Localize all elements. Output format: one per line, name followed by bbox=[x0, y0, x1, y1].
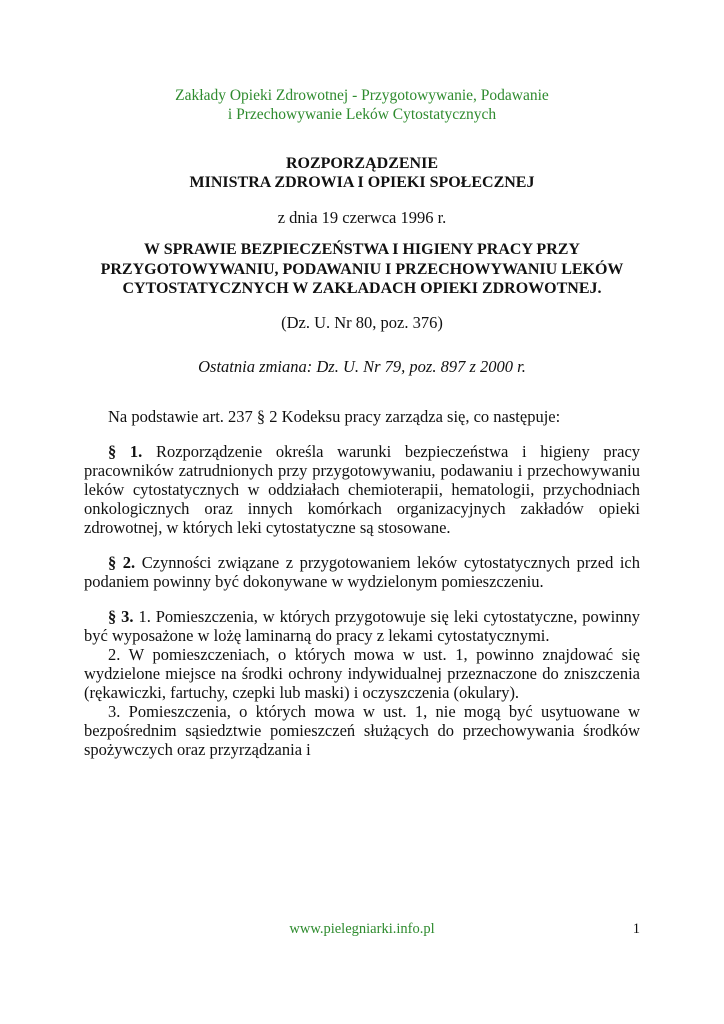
doc-subject: W SPRAWIE BEZPIECZEŃSTWA I HIGIENY PRACY PRZY PRZYGOTOWYWANIU, PODAWANIU I PRZECHOWYWANIU LEKÓW CYTOSTATYCZNYCH W ZAKŁADACH OPIEKI ZDROWOTNEJ. bbox=[100, 241, 624, 297]
page-header bbox=[0, 86, 724, 124]
section-2-sign: § 2. bbox=[108, 552, 136, 572]
doc-title-2: MINISTRA ZDROWIA I OPIEKI SPOŁECZNEJ bbox=[189, 174, 535, 191]
doc-journal-ref: (Dz. U. Nr 80, poz. 376) bbox=[281, 312, 443, 332]
header-line-2: i Przechowywanie Leków Cytostatycznych bbox=[227, 106, 497, 123]
section-3-para-3: 3. Pomieszczenia, o których mowa w ust. 1, nie mogą być usytuowane w bezpośrednim sąsiedztwie pomieszczeń służących do przechowywania środków spożywczych oraz przyrządzania i bbox=[84, 701, 640, 759]
section-2 bbox=[84, 553, 640, 591]
section-1-sign: § 1. bbox=[108, 441, 143, 461]
page-footer bbox=[0, 921, 724, 939]
page-number: 1 bbox=[632, 921, 640, 937]
footer-url: www.pielegniarki.info.pl bbox=[289, 921, 435, 937]
section-3-sign: § 3. bbox=[108, 606, 134, 626]
intro-paragraph: Na podstawie art. 237 § 2 Kodeksu pracy zarządza się, co następuje: bbox=[108, 406, 561, 426]
section-3-para-1: 1. Pomieszczenia, w których przygotowuje się leki cytostatyczne, powinny być wyposażone w lożę laminarną do pracy z lekami cytostatycznymi. bbox=[84, 606, 640, 645]
section-3 bbox=[84, 607, 640, 645]
section-1-text: Rozporządzenie określa warunki bezpieczeństwa i higieny pracy pracowników zatrudnionych przy przygotowywaniu, podawaniu i przechowywaniu leków cytostatycznych w oddziałach chemioterapii, hematologii, przychodniach onkologicznych oraz innych komórkach organizacyjnych zakładów opieki zdrowotnej, w których leki cytostatyczne są stosowane. bbox=[84, 441, 641, 537]
section-3-para-2: 2. W pomieszczeniach, o których mowa w ust. 1, powinno znajdować się wydzielone miejsce na środki ochrony indywidualnej przeznaczone do zniszczenia (rękawiczki, fartuchy, czepki lub maski) i oczyszczenia (okulary). bbox=[84, 644, 640, 702]
doc-last-change: Ostatnia zmiana: Dz. U. Nr 79, poz. 897 z 2000 r. bbox=[198, 356, 526, 376]
doc-title-1: ROZPORZĄDZENIE bbox=[285, 155, 439, 172]
header-line-1: Zakłady Opieki Zdrowotnej - Przygotowywanie, Podawanie bbox=[175, 87, 549, 104]
doc-date: z dnia 19 czerwca 1996 r. bbox=[277, 208, 447, 227]
document-body bbox=[84, 154, 640, 759]
section-2-text: Czynności związane z przygotowaniem leków cytostatycznych przed ich podaniem powinny być dokonywane w wydzielonym pomieszczeniu. bbox=[84, 552, 641, 591]
section-1 bbox=[84, 442, 640, 537]
